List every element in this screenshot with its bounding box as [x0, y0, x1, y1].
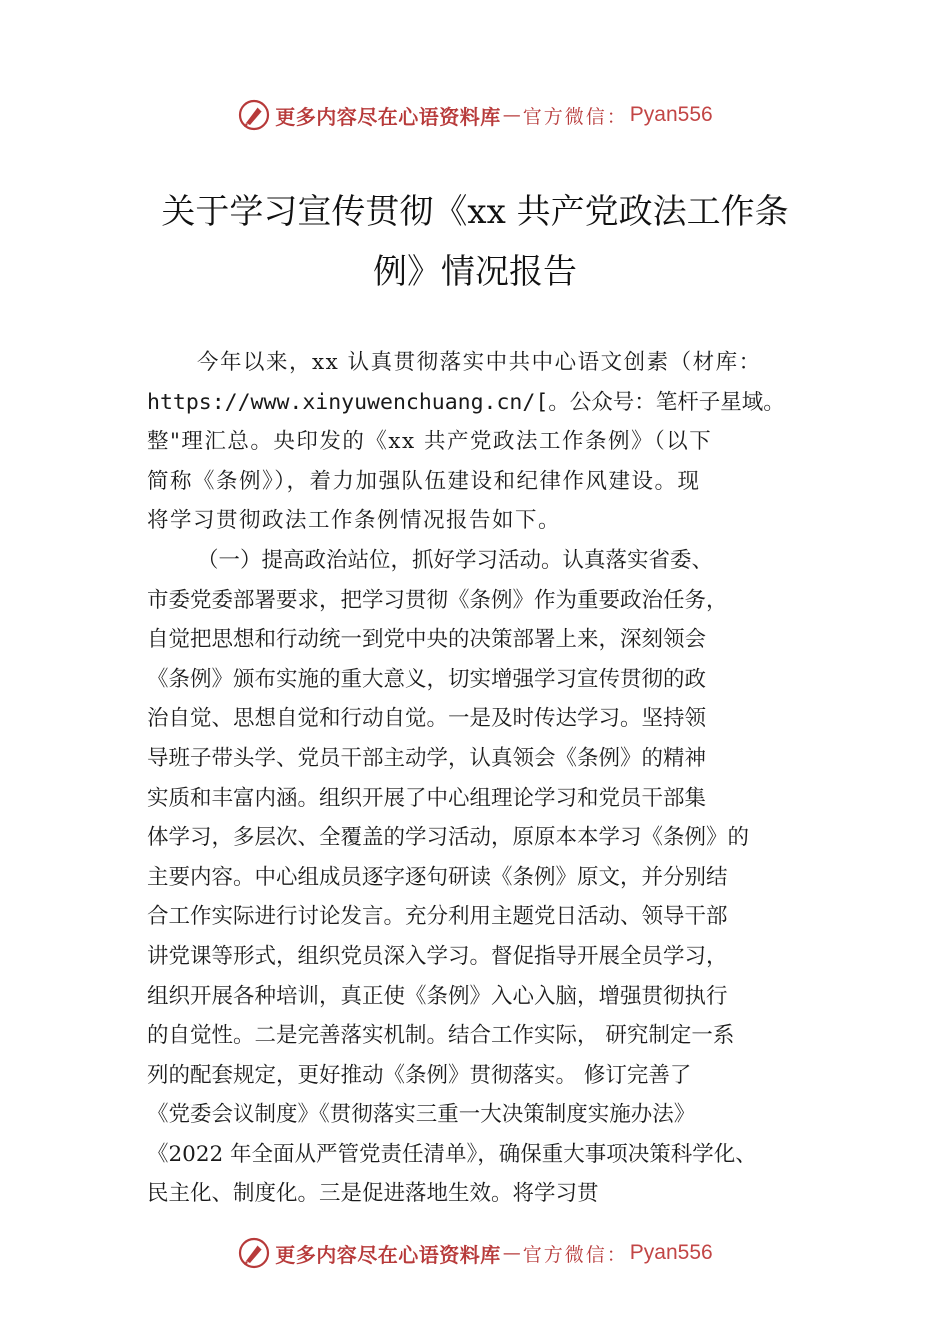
watermark-banner-bottom	[0, 1233, 950, 1273]
body-line: 《条例》颁布实施的重大意义，切实增强学习宣传贯彻的政	[147, 666, 707, 692]
body-line: 实质和丰富内涵。组织开展了中心组理论学习和党员干部集	[147, 785, 707, 811]
body-line: 列的配套规定，更好推动《条例》贯彻落实。 修订完善了	[147, 1062, 692, 1088]
body-line: 讲党课等形式，组织党员深入学习。督促指导开展全员学习，	[147, 943, 728, 969]
watermark-wechat-id: Pyan556	[629, 1241, 713, 1264]
body-line: （一）提高政治站位，抓好学习活动。认真落实省委、	[197, 547, 714, 573]
body-line: 自觉把思想和行动统一到党中央的决策部署上来，深刻领会	[147, 627, 707, 653]
body-line: 体学习，多层次、全覆盖的学习活动，原原本本学习《条例》的	[147, 825, 750, 851]
body-line: https://www.xinyuwenchuang.cn/[。公众号：笔杆子星域。	[147, 389, 785, 415]
body-line: 简称《条例》），着力加强队伍建设和纪律作风建设。现	[147, 468, 701, 494]
watermark-site-name: 更多内容尽在心语资料库	[275, 1242, 501, 1267]
body-line: 将学习贯彻政法工作条例情况报告如下。	[147, 508, 562, 534]
document-title	[100, 182, 850, 302]
body-line: 今年以来，xx 认真贯彻落实中共中心语文创素（材库：	[197, 350, 762, 375]
body-line: 整"理汇总。央印发的《xx 共产党政法工作条例》（以下	[147, 429, 713, 455]
pen-nib-icon	[237, 1236, 271, 1270]
title-line-1: 关于学习宣传贯彻《xx 共产党政法工作条	[161, 192, 789, 232]
body-line: 组织开展各种培训，真正使《条例》入心入脑，增强贯彻执行	[147, 983, 728, 1009]
watermark-wechat-id: Pyan556	[629, 103, 713, 126]
title-line-2: 例》情况报告	[373, 252, 577, 292]
watermark-dash: —	[502, 1242, 521, 1264]
body-line: 的自觉性。二是完善落实机制。结合工作实际， 研究制定一系	[147, 1023, 735, 1049]
body-line: 导班子带头学、党员干部主动学，认真领会《条例》的精神	[147, 745, 707, 771]
body-line: 主要内容。中心组成员逐字逐句研读《条例》原文，并分别结	[147, 864, 728, 890]
document-body	[147, 343, 837, 1214]
watermark-dash: —	[502, 104, 521, 126]
pen-nib-icon	[237, 98, 271, 132]
watermark-official-label: 官方微信：	[522, 1243, 628, 1266]
watermark-site-name: 更多内容尽在心语资料库	[275, 104, 501, 129]
body-line: 治自觉、思想自觉和行动自觉。一是及时传达学习。坚持领	[147, 706, 707, 732]
watermark-official-label: 官方微信：	[522, 105, 628, 128]
body-line: 市委党委部署要求，把学习贯彻《条例》作为重要政治任务，	[147, 587, 728, 613]
body-line: 《党委会议制度》《贯彻落实三重一大决策制度实施办法》	[147, 1102, 696, 1128]
body-line: 《2022 年全面从严管党责任清单》，确保重大事项决策科学化、	[147, 1141, 757, 1167]
watermark-banner-top	[0, 95, 950, 135]
body-line: 合工作实际进行讨论发言。充分利用主题党日活动、领导干部	[147, 904, 728, 930]
body-line: 民主化、制度化。三是促进落地生效。将学习贯	[147, 1181, 599, 1207]
